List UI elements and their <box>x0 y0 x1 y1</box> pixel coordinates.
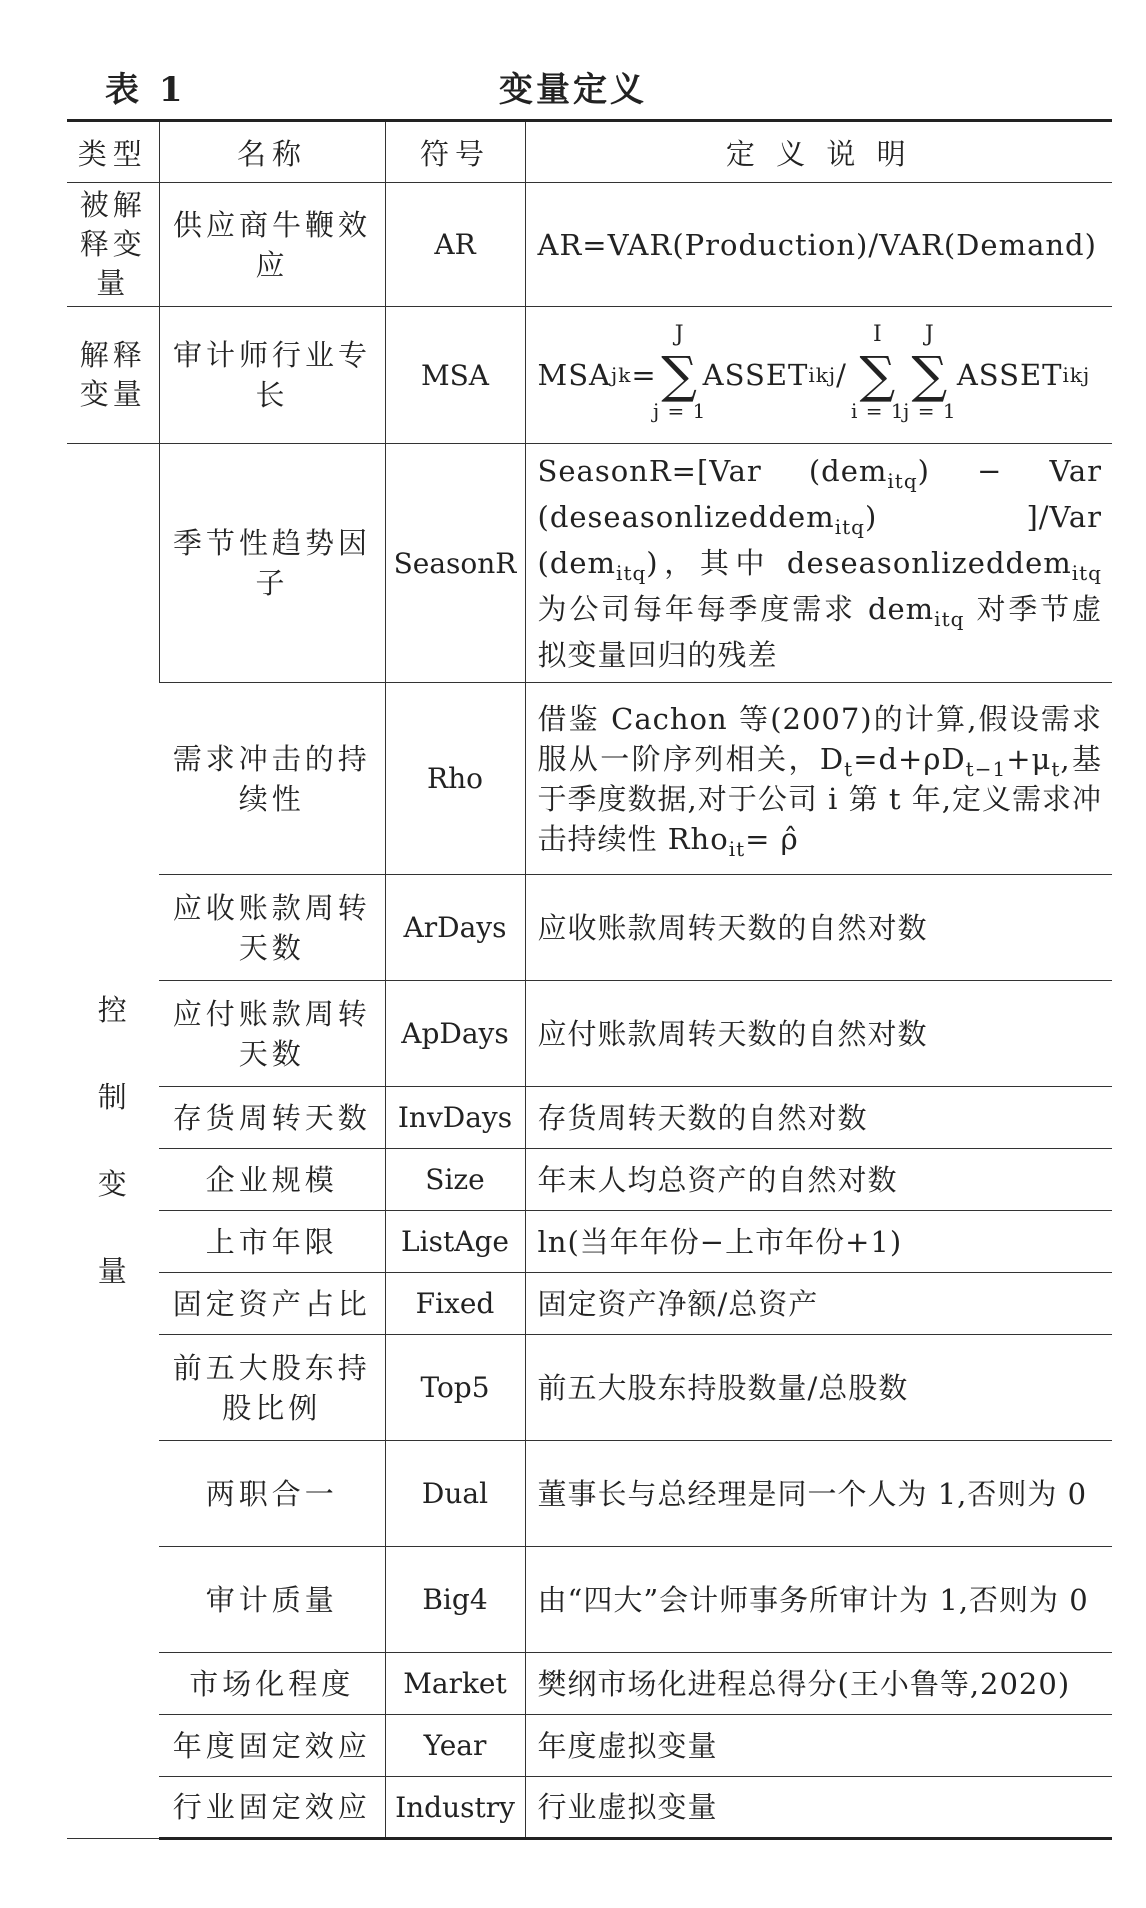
variable-symbol: MSA <box>385 307 525 444</box>
variable-symbol: ApDays <box>385 981 525 1087</box>
table-row <box>67 1777 1112 1839</box>
table-row <box>67 1715 1112 1777</box>
table-row <box>67 1653 1112 1715</box>
definition-text: )，其中 deseasonlizeddem <box>646 546 1072 580</box>
definition-text: +μ <box>1006 741 1052 776</box>
variable-name: 季节性趋势因子 <box>159 444 385 683</box>
table-row <box>67 1441 1112 1547</box>
table-row <box>67 875 1112 981</box>
variable-name: 审计质量 <box>159 1547 385 1653</box>
sigma-icon: ∑ <box>859 346 897 404</box>
formula-term: ASSET <box>702 358 809 392</box>
definition-text: ,基于季度数据,对于公司 i 第 t 年,定义需求冲击持续性 Rho <box>537 741 1102 856</box>
variable-name: 审计师行业专长 <box>159 307 385 444</box>
variable-definition-formula <box>525 307 1112 444</box>
variable-symbol: AR <box>385 183 525 307</box>
definition-text: 对季节虚拟变量回归的残差 <box>537 592 1102 672</box>
variable-definition: 存货周转天数的自然对数 <box>525 1087 1112 1149</box>
variable-symbol: Big4 <box>385 1547 525 1653</box>
variable-symbol: Size <box>385 1149 525 1211</box>
msa-formula: MSA jk = J ∑ j = 1 ASSET ikj / I ∑ i = 1 J ∑ j = 1 ASSET ikj <box>538 311 1103 439</box>
group-dependent-variable: 被解释变量 <box>67 183 159 307</box>
definition-text: 为公司每年每季度需求 dem <box>537 592 935 626</box>
definition-text: SeasonR=[Var (dem <box>537 454 888 488</box>
table-row <box>67 444 1112 683</box>
definition-subscript: itq <box>1071 560 1102 585</box>
variable-symbol: Rho <box>385 683 525 875</box>
variable-symbol: ArDays <box>385 875 525 981</box>
definition-text: = ρ̂ <box>745 821 799 856</box>
variable-name: 供应商牛鞭效应 <box>159 183 385 307</box>
variable-symbol: ListAge <box>385 1211 525 1273</box>
table-row <box>67 307 1112 444</box>
table-row <box>67 1547 1112 1653</box>
variable-definition: 董事长与总经理是同一个人为 1,否则为 0 <box>525 1441 1112 1547</box>
variable-symbol: Top5 <box>385 1335 525 1441</box>
variable-name: 市场化程度 <box>159 1653 385 1715</box>
variable-definition-table <box>67 119 1112 1840</box>
variable-definition <box>525 444 1112 683</box>
sum-lower-limit: j = 1 <box>903 399 957 423</box>
variable-name: 存货周转天数 <box>159 1087 385 1149</box>
variable-name: 前五大股东持股比例 <box>159 1335 385 1441</box>
table-row <box>67 1087 1112 1149</box>
variable-symbol: Year <box>385 1715 525 1777</box>
definition-subscript: it <box>728 836 746 861</box>
group-control-variable <box>67 444 159 1839</box>
table-title-row <box>0 62 1146 118</box>
column-header-definition: 定 义 说 明 <box>525 121 1112 183</box>
variable-name: 上市年限 <box>159 1211 385 1273</box>
variable-symbol: Market <box>385 1653 525 1715</box>
variable-name: 需求冲击的持续性 <box>159 683 385 875</box>
table-row <box>67 1211 1112 1273</box>
table-row <box>67 1335 1112 1441</box>
variable-definition: 固定资产净额/总资产 <box>525 1273 1112 1335</box>
variable-definition: 前五大股东持股数量/总股数 <box>525 1335 1112 1441</box>
column-header-symbol: 符号 <box>385 121 525 183</box>
variable-symbol: InvDays <box>385 1087 525 1149</box>
variable-definition: AR=VAR(Production)/VAR(Demand) <box>525 183 1112 307</box>
variable-definition: 由“四大”会计师事务所审计为 1,否则为 0 <box>525 1547 1112 1653</box>
formula-lhs: MSA <box>537 358 612 392</box>
summation-i <box>851 322 905 423</box>
sum-lower-limit: i = 1 <box>851 399 905 423</box>
variable-definition: 樊纲市场化进程总得分(王小鲁等,2020) <box>525 1653 1112 1715</box>
definition-text: ) − Var (deseasonlizeddem <box>537 454 1102 534</box>
table-row <box>67 183 1112 307</box>
table-number: 表 1 <box>105 70 187 110</box>
definition-subscript: itq <box>887 468 918 493</box>
summation-j-inner <box>903 322 957 423</box>
column-header-type: 类型 <box>67 121 159 183</box>
variable-symbol: SeasonR <box>385 444 525 683</box>
sum-lower-limit: j = 1 <box>652 399 707 423</box>
summation-j <box>652 322 707 423</box>
variable-name: 企业规模 <box>159 1149 385 1211</box>
variable-symbol: Dual <box>385 1441 525 1547</box>
table-row <box>67 981 1112 1087</box>
definition-subscript: itq <box>616 560 647 585</box>
sigma-icon: ∑ <box>911 346 949 404</box>
table-row <box>67 1273 1112 1335</box>
definition-subscript: t <box>844 756 854 781</box>
table-header-row <box>67 121 1112 183</box>
definition-subscript: t <box>1051 756 1061 781</box>
variable-symbol: Industry <box>385 1777 525 1839</box>
formula-equals: = <box>631 358 657 392</box>
definition-subscript: itq <box>934 606 965 631</box>
sum-upper-limit: J <box>924 322 935 347</box>
variable-definition: 应付账款周转天数的自然对数 <box>525 981 1112 1087</box>
definition-text: =d+ρD <box>853 741 966 776</box>
variable-name: 两职合一 <box>159 1441 385 1547</box>
group-explanatory-variable: 解释变量 <box>67 307 159 444</box>
definition-subscript: itq <box>834 514 865 539</box>
variable-name: 应收账款周转天数 <box>159 875 385 981</box>
sum-upper-limit: I <box>872 322 883 347</box>
variable-definition: 年末人均总资产的自然对数 <box>525 1149 1112 1211</box>
formula-slash: / <box>836 358 847 392</box>
table-row <box>67 683 1112 875</box>
column-header-name: 名称 <box>159 121 385 183</box>
table-title: 变量定义 <box>499 70 647 110</box>
sum-upper-limit: J <box>674 322 685 347</box>
variable-name: 固定资产占比 <box>159 1273 385 1335</box>
variable-name: 行业固定效应 <box>159 1777 385 1839</box>
variable-symbol: Fixed <box>385 1273 525 1335</box>
definition-subscript: t−1 <box>965 756 1007 781</box>
variable-definition: ln(当年年份−上市年份+1) <box>525 1211 1112 1273</box>
sigma-icon: ∑ <box>661 346 698 404</box>
variable-definition: 行业虚拟变量 <box>525 1777 1112 1839</box>
table-row <box>67 1149 1112 1211</box>
definition-text: 借鉴 Cachon 等(2007)的计算,假设需求服从一阶序列相关，D <box>537 701 1102 776</box>
formula-term: ASSET <box>956 358 1063 392</box>
variable-name: 应付账款周转天数 <box>159 981 385 1087</box>
definition-text: ) ]/Var (dem <box>537 500 1102 580</box>
group-control-label: 控制变量 <box>97 993 131 1288</box>
variable-definition: 年度虚拟变量 <box>525 1715 1112 1777</box>
variable-definition: 应收账款周转天数的自然对数 <box>525 875 1112 981</box>
variable-name: 年度固定效应 <box>159 1715 385 1777</box>
variable-definition <box>525 683 1112 875</box>
